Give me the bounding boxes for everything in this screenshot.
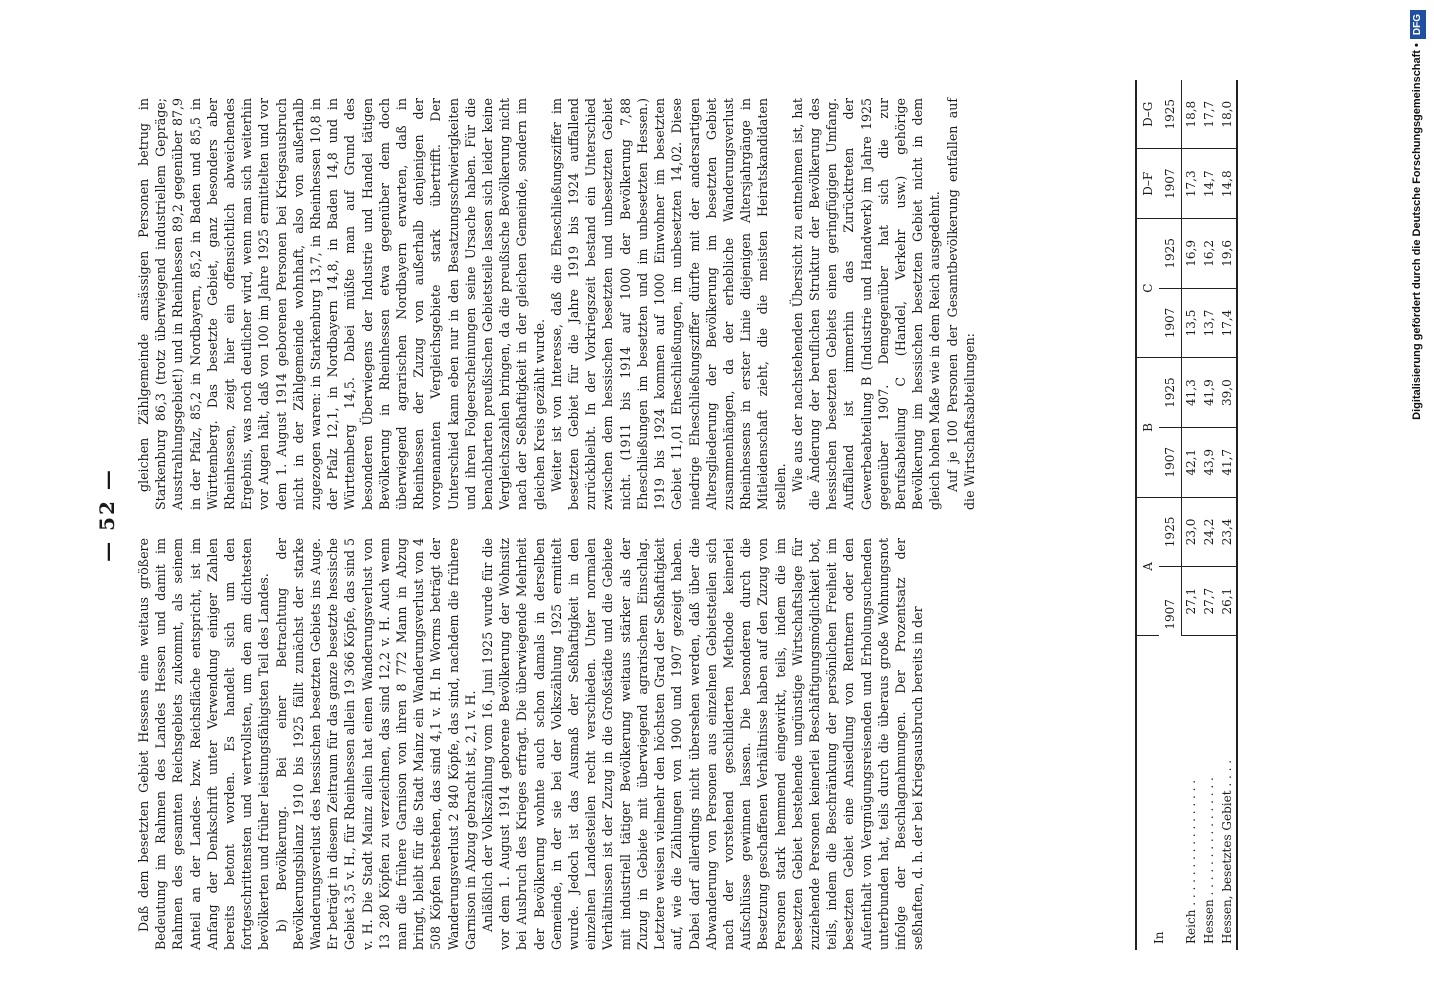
table-cell: 17,7 <box>1200 80 1218 149</box>
table-group-header: A <box>1136 497 1159 635</box>
left-column <box>135 538 926 950</box>
paragraph: Daß dem besetzten Gebiet Hessens eine weitaus größere Bedeutung im Rahmen des Landes Hessen und damit im Rahmen des gesamten Reichsgebiets zukommt, als seinem Anteil an der Landes- bzw. Reichsfläche entspricht, ist im Anfang der Denkschrift unter Verwendung einiger Zahlen bereits betont worden. Es handelt sich um den fortgeschrittensten und wertvollsten, um den am dichtesten bevölkerten und früher leistungsfähigsten Teil des Landes. <box>136 538 272 950</box>
credit-text: Digitalisierung gefördert durch die Deutsche Forschungsgemeinschaft • <box>1411 43 1423 420</box>
table-cell: 14,7 <box>1200 149 1218 219</box>
table-cell: 41,7 <box>1218 427 1237 497</box>
table-year-header: 1925 <box>1159 219 1182 289</box>
table-cell: 42,1 <box>1182 427 1201 497</box>
paragraph: Wie aus der nachstehenden Übersicht zu entnehmen ist, hat die Änderung der beruflichen Struktur der Bevölkerung des hessischen besetzten Gebiets einen geringfügigen Umfang. Auffallend ist immerhin das Zurücktreten der Gewerbeabteilung B (Industrie und Handwerk) im Jahre 1925 gegenüber 1907. Demgegenüber hat sich die zur Berufsabteilung C (Handel, Verkehr usw.) gehörige Bevölkerung im hessischen besetzten Gebiet nicht in dem gleich hohen Maße wie in dem Reich ausgedehnt. <box>789 98 943 510</box>
table-cell: 41,3 <box>1182 358 1201 428</box>
page-number: — 52 — <box>95 468 119 562</box>
table-row <box>1200 80 1218 950</box>
table-group-header: C <box>1136 219 1159 358</box>
rotated-page <box>95 80 1305 950</box>
row-label: Hessen . . . . . . . . . . . . . . . . <box>1202 777 1216 944</box>
paragraph: Auf je 100 Personen der Gesamtbevölkerung entfallen auf die Wirtschaftsabteilungen: <box>944 98 977 510</box>
table-cell: 27,7 <box>1200 567 1218 636</box>
table-year-header: 1907 <box>1159 567 1182 636</box>
paragraph: gleichen Zählgemeinde ansässigen Personen betrug in Starkenburg 86,3 (trotz überwiegend industriellem Gepräge; Ausstrahlungsgebiet!) und in Rheinhessen 89,2 gegenüber 87,9 in der Pfalz, 85,2 in Nordbayern, 85,2 in Baden und 85,5 in Württemberg. Das besetzte Gebiet, ganz besonders aber Rheinhessen, zeigt hier ein offensichtlich abweichendes Ergebnis, was noch deutlicher wird, wenn man sich weiterhin vor Augen hält, daß von 100 im Jahre 1925 ermittelten und vor dem 1. August 1914 geborenen Personen bei Kriegsausbruch nicht in der Zählgemeinde wohnhaft, also von außerhalb zugezogen waren: in Starkenburg 13,7, in Rheinhessen 10,8 in der Pfalz 12,1, in Nordbayern 14,8, in Baden 14,8 und in Württemberg 14,5. Dabei müßte man auf Grund des besonderen Überwiegens der Industrie und Handel tätigen Bevölkerung in Rheinhessen etwa gegenüber dem doch überwiegend agrarischen Nordbayern erwarten, daß in Rheinhessen der Zuzug von außerhalb denjenigen der vorgenannten Vergleichsgebiete stark übertrifft. Der Unterschied kann eben nur in den Besatzungsschwierigkeiten und ihren Folgeerscheinungen seine Ursache haben. Für die benachbarten preußischen Gebietsteile lassen sich leider keine Vergleichszahlen bringen, da die preußische Bevölkerung nicht nach der Seßhaftigkeit in der gleichen Gemeinde, sondern im gleichen Kreis gezählt wurde. <box>136 98 547 510</box>
table-cell: 41,9 <box>1200 358 1218 428</box>
table-row <box>1182 80 1201 950</box>
statistics-table <box>1135 80 1238 950</box>
table-cell: 19,6 <box>1218 219 1237 289</box>
digitization-credit <box>1404 10 1430 990</box>
table-cell: 17,3 <box>1182 149 1201 219</box>
table-group-header: B <box>1136 358 1159 497</box>
table-cell: 18,8 <box>1182 80 1201 149</box>
table-cell: 16,9 <box>1182 219 1201 289</box>
table-row <box>1218 80 1237 950</box>
table-cell: 24,2 <box>1200 497 1218 567</box>
table-cell: 18,0 <box>1218 80 1237 149</box>
table-group-header: D–F <box>1136 149 1159 219</box>
right-column <box>135 98 978 510</box>
table-cell: 26,1 <box>1218 567 1237 636</box>
row-label: Hessen, besetztes Gebiet . . . . <box>1218 636 1237 950</box>
table-year-header: 1925 <box>1159 358 1182 428</box>
table-group-header: D–G <box>1136 80 1159 149</box>
paragraph: Anläßlich der Volkszählung vom 16. Juni 1925 wurde für die vor dem 1. August 1914 geborene Bevölkerung der Wohnsitz bei Ausbruch des Krieges erfragt. Die überwiegende Mehrheit der Bevölkerung wohnte auch schon damals in derselben Gemeinde, in der sie bei der Volkszählung 1925 ermittelt wurde. Jedoch ist das Ausmaß der Seßhaftigkeit in den einzelnen Landesteilen recht verschieden. Unter normalen Verhältnissen ist der Zuzug in die Großstädte und die Gebiete mit industriell tätiger Bevölkerung weitaus stärker als der Zuzug in Gebiete mit überwiegend agrarischem Einschlag. Letztere weisen vielmehr den höchsten Grad der Seßhaftigkeit auf, wie die Zählungen von 1900 und 1907 gezeigt haben. Dabei darf allerdings nicht übersehen werden, daß über die Abwanderung von Personen aus einzelnen Gebietsteilen sich nach der vorstehend geschilderten Methode keinerlei Aufschlüsse gewinnen lassen. Die besonderen durch die Besetzung geschaffenen Verhältnisse haben auf den Zuzug von Personen stark hemmend eingewirkt, teils, indem die im besetzten Gebiet bestehende ungünstige Wirtschaftslage für zuziehende Personen keinerlei Beschäftigungsmöglichkeit bot, teils, indem die Beschränkung der persönlichen Freiheit im besetzten Gebiet eine Ansiedlung von Rentnern oder den Aufenthalt von Vergnügungsreisenden und Erholungsuchenden unterbunden hat, teils durch die überaus große Wohnungsnot infolge der Beschlagnahmungen. Der Prozentsatz der seßhaften, d. h. der bei Kriegsausbruch bereits in der <box>480 538 926 950</box>
table-year-header: 1907 <box>1159 149 1182 219</box>
table-year-header: 1925 <box>1159 497 1182 567</box>
paragraph: b) Bevölkerung. Bei einer Betrachtung der Bevölkerungsbilanz 1910 bis 1925 fällt zunächst der starke Wanderungsverlust des hessischen besetzten Gebiets ins Auge. Er beträgt in diesem Zeitraum für das ganze besetzte hessische Gebiet 3,5 v. H., für Rheinhessen allein 19 366 Köpfe, das sind 5 v. H. Die Stadt Mainz allein hat einen Wanderungsverlust von 13 280 Köpfen zu verzeichnen, das sind 12,2 v. H. Auch wenn man die frühere Garnison von ihren 8 772 Mann in Abzug bringt, bleibt für die Stadt Mainz ein Wanderungsverlust von 4 508 Köpfen bestehen, das sind 4,1 v. H. In Worms beträgt der Wanderungsverlust 2 840 Köpfe, das sind, nachdem die frühere Garnison in Abzug gebracht ist, 2,1 v. H. <box>273 538 478 950</box>
table-cell: 13,7 <box>1200 288 1218 358</box>
table-row-header: In <box>1136 636 1182 950</box>
table-year-header: 1907 <box>1159 288 1182 358</box>
table-year-header: 1907 <box>1159 427 1182 497</box>
dfg-logo: DFG <box>1410 10 1426 39</box>
table-cell: 13,5 <box>1182 288 1201 358</box>
table-cell: 23,0 <box>1182 497 1201 567</box>
row-label: Reich . . . . . . . . . . . . . . . . . <box>1183 779 1198 944</box>
table-cell: 43,9 <box>1200 427 1218 497</box>
table-cell: 39,0 <box>1218 358 1237 428</box>
table-cell: 14,8 <box>1218 149 1237 219</box>
table-year-header: 1925 <box>1159 80 1182 149</box>
table-cell: 17,4 <box>1218 288 1237 358</box>
paragraph: Weiter ist von Interesse, daß die Eheschließungsziffer im besetzten Gebiet für die Jahre 1919 bis 1924 auffallend zurückbleibt. In der Vorkriegszeit bestand ein Unterschied zwischen dem hessischen besetzten und unbesetzten Gebiet nicht. (1911 bis 1914 auf 1000 der Bevölkerung 7,88 Eheschließungen im besetzten und im unbesetzten Hessen.) 1919 bis 1924 kommen auf 1000 Einwohner im besetzten Gebiet 11,01 Eheschließungen, im unbesetzten 14,02. Diese niedrige Eheschließungsziffer dürfte mit der andersartigen Altersgliederung der Bevölkerung im besetzten Gebiet zusammenhängen, da der erhebliche Wanderungsverlust Rheinhessens in erster Linie diejenigen Altersjahrgänge in Mitleidenschaft zieht, die die meisten Heiratskandidaten stellen. <box>548 98 788 510</box>
table-cell: 16,2 <box>1200 219 1218 289</box>
table-cell: 27,1 <box>1182 567 1201 636</box>
table-cell: 23,4 <box>1218 497 1237 567</box>
